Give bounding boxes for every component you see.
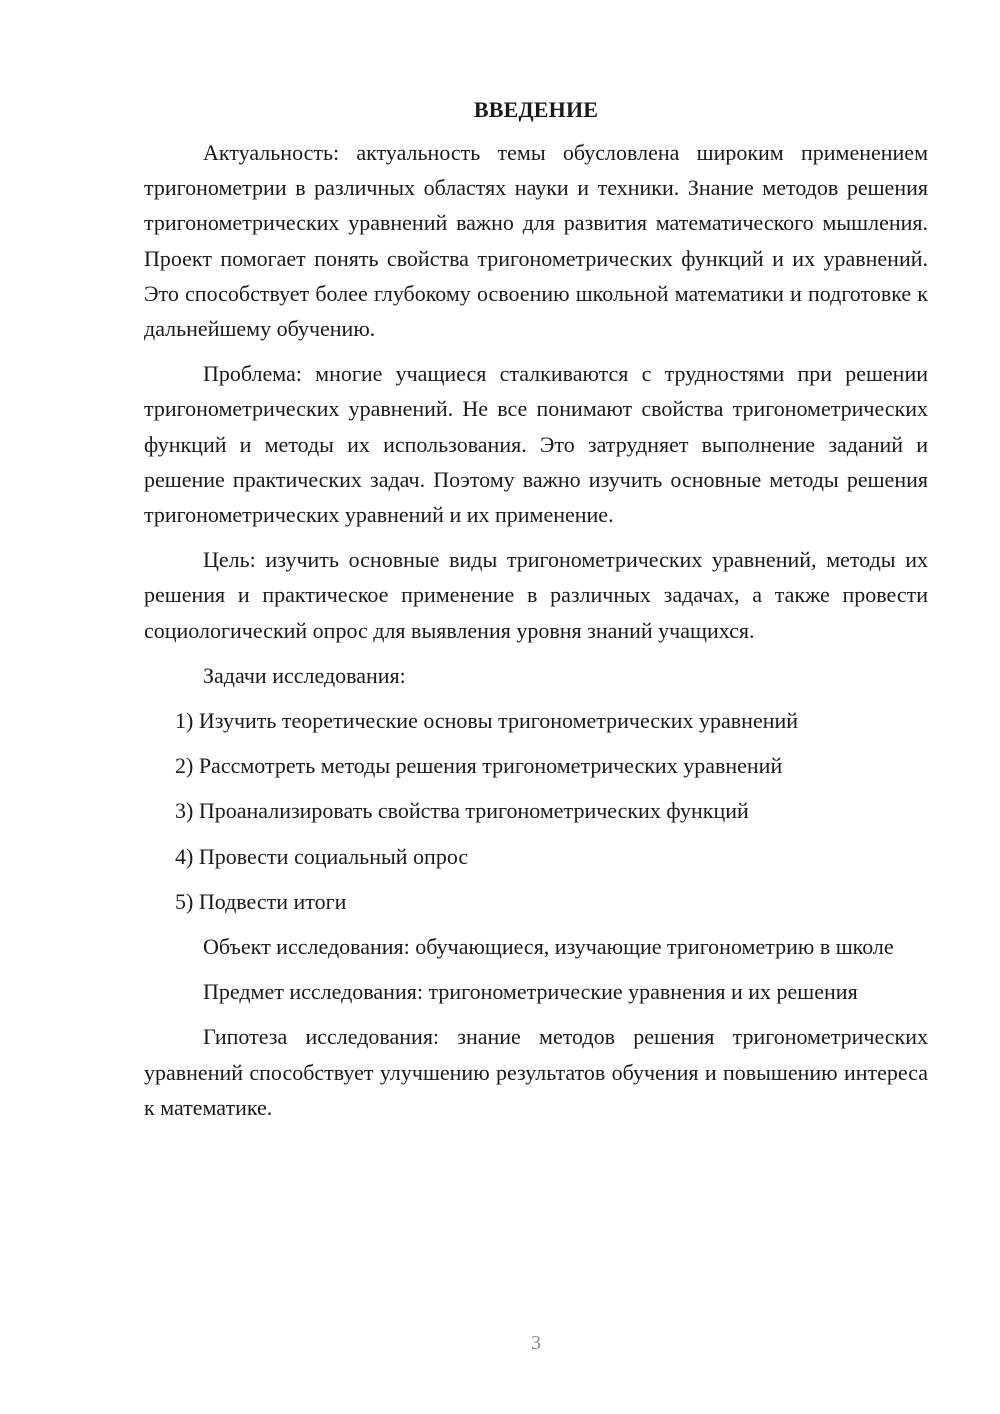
page-number: 3 [531, 1332, 541, 1354]
list-item: 1) Изучить теоретические основы тригонометрических уравнений [175, 708, 799, 734]
paragraph-subject: Предмет исследования: тригонометрические уравнения и их решения [203, 979, 858, 1005]
list-item: 5) Подвести итоги [175, 888, 347, 914]
page-content [144, 92, 928, 1135]
paragraph-relevance: Актуальность: актуальность темы обусловлена широким применением тригонометрии в различных областях науки и техники. Знание методов решения тригонометрических уравнений важно для развития математического мышления. Проект помогает понять свойства тригонометрических функций и их уравнений. Это способствует более глубокому освоению школьной математики и подготовке к дальнейшему обучению. [144, 140, 928, 342]
paragraph-object: Объект исследования: обучающиеся, изучающие тригонометрию в школе [203, 934, 894, 960]
tasks-heading: Задачи исследования: [203, 662, 406, 688]
list-item: 3) Проанализировать свойства тригонометрических функций [175, 798, 749, 824]
paragraph-hypothesis: Гипотеза исследования: знание методов решения тригонометрических уравнений способствует улучшению результатов обучения и повышению интереса к математике. [144, 1024, 928, 1120]
paragraph-problem: Проблема: многие учащиеся сталкиваются с трудностями при решении тригонометрических уравнений. Не все понимают свойства тригонометрических функций и методы их использования. Это затрудняет выполнение заданий и решение практических задач. Поэтому важно изучить основные методы решения тригонометрических уравнений и их применение. [144, 361, 928, 528]
tasks-list [144, 703, 928, 919]
list-item: 4) Провести социальный опрос [175, 843, 469, 869]
paragraph-goal: Цель: изучить основные виды тригонометрических уравнений, методы их решения и практическое применение в различных задачах, а также провести социологический опрос для выявления уровня знаний учащихся. [144, 547, 928, 643]
page-title: ВВЕДЕНИЕ [473, 97, 599, 122]
list-item: 2) Рассмотреть методы решения тригонометрических уравнений [175, 753, 783, 779]
